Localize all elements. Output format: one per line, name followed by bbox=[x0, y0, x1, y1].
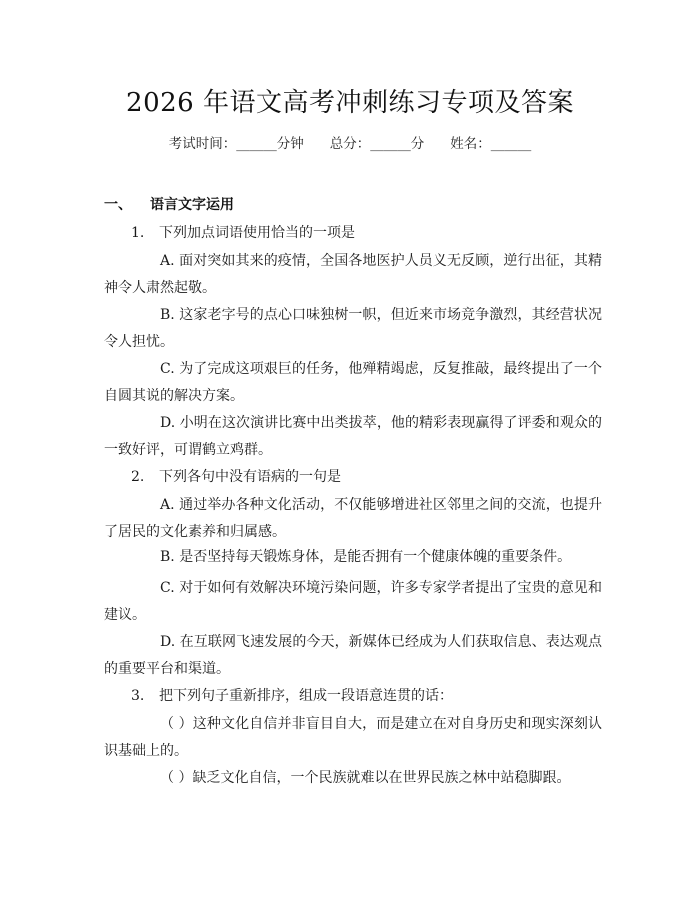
section-number: 一、 bbox=[104, 197, 132, 213]
option-item: D. 小明在这次演讲比赛中出类拔萃，他的精彩表现赢得了评委和观众的一致好评，可谓鹤立鸡群。 bbox=[104, 415, 602, 458]
question-stem bbox=[131, 466, 341, 486]
page-title: 2026 年语文高考冲刺练习专项及答案 bbox=[126, 88, 574, 118]
question-text: 下列各句中没有语病的一句是 bbox=[159, 469, 341, 485]
option-item: A. 通过举办各种文化活动，不仅能够增进社区邻里之间的交流，也提升了居民的文化素养和归属感。 bbox=[104, 497, 602, 540]
question-stem bbox=[131, 222, 355, 242]
option-item: B. 是否坚持每天锻炼身体，是能否拥有一个健康体魄的重要条件。 bbox=[160, 549, 572, 565]
section-heading bbox=[104, 194, 234, 214]
option-item: C. 为了完成这项艰巨的任务，他殚精竭虑，反复推敲，最终提出了一个自圆其说的解决方案。 bbox=[104, 361, 602, 404]
name-label: 姓名：______ bbox=[450, 136, 532, 152]
question-number: 2. bbox=[131, 469, 145, 485]
option-item: B. 这家老字号的点心口味独树一帜，但近来市场竞争激烈，其经营状况令人担忧。 bbox=[104, 307, 602, 350]
question-number: 1. bbox=[131, 225, 145, 241]
time-label: 考试时间：______分钟 bbox=[168, 136, 304, 152]
option-item: A. 面对突如其来的疫情，全国各地医护人员义无反顾，逆行出征，其精神令人肃然起敬。 bbox=[104, 253, 602, 296]
question-stem bbox=[131, 685, 453, 705]
ordering-item: （ ）这种文化自信并非盲目自大，而是建立在对自身历史和现实深刻认识基础上的。 bbox=[104, 716, 602, 759]
option-item: C. 对于如何有效解决环境污染问题，许多专家学者提出了宝贵的意见和建议。 bbox=[104, 580, 602, 623]
question-number: 3. bbox=[131, 688, 145, 704]
ordering-item: （ ）缺乏文化自信，一个民族就难以在世界民族之林中站稳脚跟。 bbox=[160, 770, 571, 786]
score-label: 总分：______分 bbox=[329, 136, 425, 152]
section-title: 语言文字运用 bbox=[150, 197, 234, 213]
exam-meta-line bbox=[0, 132, 700, 152]
question-text: 下列加点词语使用恰当的一项是 bbox=[159, 225, 355, 241]
option-item: D. 在互联网飞速发展的今天，新媒体已经成为人们获取信息、表达观点的重要平台和渠道。 bbox=[104, 634, 602, 677]
question-text: 把下列句子重新排序，组成一段语意连贯的话： bbox=[159, 688, 453, 704]
